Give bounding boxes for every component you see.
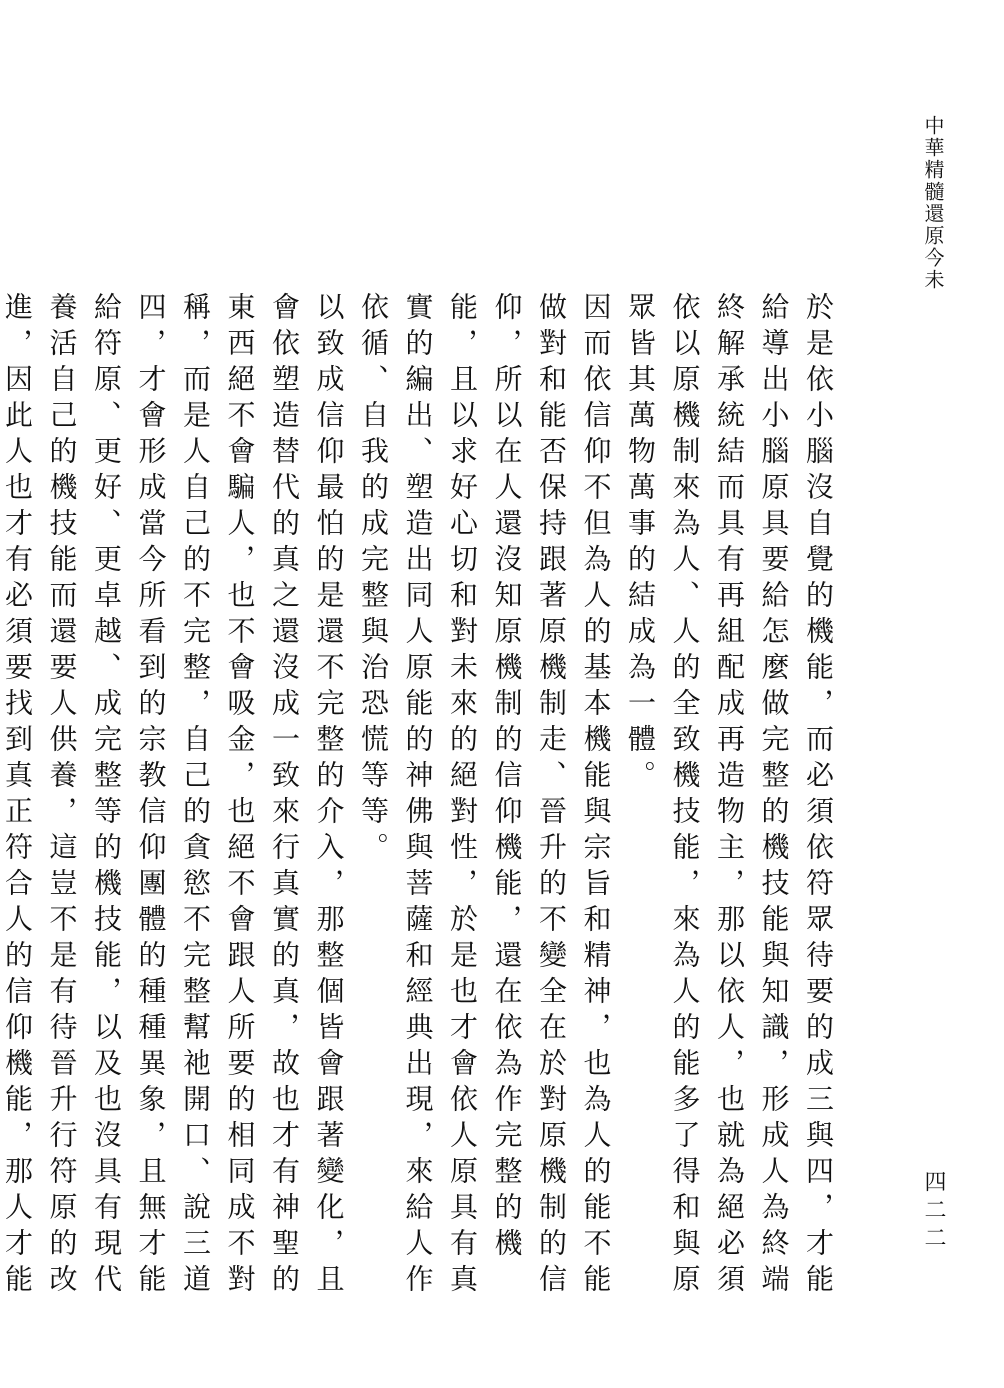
running-title: 中華精髓還原今未 [921,115,945,291]
paragraph-1: 於是依小腦沒自覺的機能，而必須依符眾待要的成三與四，才能給導出小腦原具要給怎麼做完整的機技能與知識，形成人為終端終解承統結而具有再組配成再造物主，那以依人，也就為絕必須依以原機制來為人、人的全致機技能，來為人的能多了得和與原眾皆其萬物萬事的結成為一體。 [624,292,835,1300]
page-number: 四二二 [921,1170,946,1254]
paragraph-3: 以致成信仰最怕的是還不完整的介入，那整個皆會跟著變化，且會依塑造替代的真之還沒成一致來行真實的真，故也才有神聖的東西絕不會騙人，也不會吸金，也絕不會跟人所要的相同成不對稱，而是人自己的不完整，自己的貪慾不完整幫祂開口、說三道四，才會形成當今所看到的宗教信仰團體的種種異象，且無才能給符原、更好、更卓越、成完整等的機技能，以及也沒具有現代養活自己的機技能而還要人供養，這豈不是有待晉升行符原的改進，因此人也才有必須要找到真正符合人的信仰機能，那人才能 [1,292,346,1300]
paragraph-2: 因而依信仰不但為人的基本機能與宗旨和精神，也為人的能不能做對和能否保持跟著原機制走、晉升的不變全在於對原機制的信仰，所以在人還沒知原機制的信仰機能，還在依為作完整的機能，且以求好心切和對未來的絕對性，於是也才會依人原具有真實的編出、塑造出同人原能的神佛與菩薩和經典出現，來給人作依循、自我的成完整與治恐慌等等。 [357,292,613,1300]
body-text [1,208,840,1308]
